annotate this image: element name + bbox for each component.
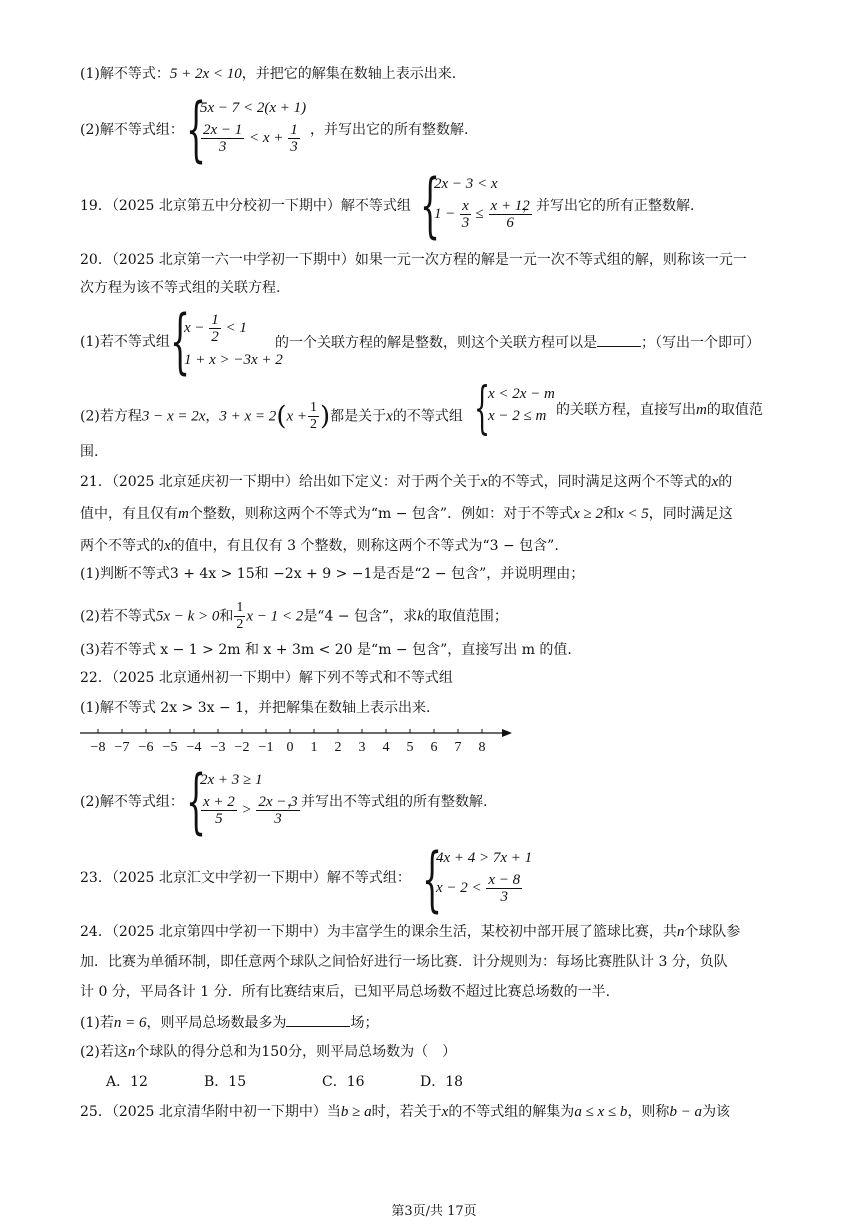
q20-2: (2)若方程3 − x = 2x，3 + x = 2(x + $\frac{1}{2}$ )都是关于x的不等式组 bbox=[80, 400, 463, 432]
q22-part1: (1)解不等式 2x > 3x − 1，并把解集在数轴上表示出来. bbox=[80, 700, 431, 716]
q20-2-eq2: x − 2 ≤ m bbox=[488, 408, 547, 424]
q20-stem-line1: 20．（2025 北京第一六一中学初一下期中）如果一元一次方程的解是一元一次不等式组的解，则称该一元一 bbox=[80, 252, 747, 268]
number-line-label: 2 bbox=[334, 740, 342, 755]
q21-part1: (1)判断不等式3 + 4x > 15和 −2x + 9 > −1是否是“2 − 包含”，并说明理由； bbox=[80, 566, 585, 582]
q18-part1 bbox=[80, 64, 456, 84]
q22-2-instruction: ，并写出不等式组的所有整数解. bbox=[287, 794, 488, 810]
left-brace-icon: { bbox=[170, 300, 191, 382]
q21-part2: (2)若不等式5x − k > 0和 $\frac{1}{2}$ x − 1 < 2是“4 − 包含”，求k的取值范围； bbox=[80, 600, 508, 632]
q19-instruction: ，并写出它的所有正整数解. bbox=[522, 198, 695, 214]
q24-stem-line2: 加．比赛为单循环制，即任意两个球队之间恰好进行一场比赛．计分规则为：每场比赛胜队计 3 分，负队 bbox=[80, 954, 728, 970]
q24-part2: (2)若这n个球队的得分总和为150分，则平局总场数为（ ） bbox=[80, 1044, 457, 1060]
q20-1-system bbox=[170, 300, 283, 382]
q18-1-instruction: ，并把它的解集在数轴上表示出来. bbox=[241, 66, 457, 82]
number-line-label: −1 bbox=[258, 740, 274, 755]
number-line-label: 5 bbox=[406, 740, 414, 755]
arrow-right-icon bbox=[502, 729, 512, 737]
left-brace-icon: { bbox=[186, 88, 207, 170]
option-c[interactable]: C．16 bbox=[322, 1074, 365, 1090]
q20-2-end: 围. bbox=[80, 444, 99, 460]
answer-blank[interactable] bbox=[597, 332, 641, 347]
q18-1-inequality: 5 + 2x < 10 bbox=[169, 66, 242, 82]
q20-1-eq2: 1 + x > −3x + 2 bbox=[184, 352, 283, 368]
q18-2-eq1: 5x − 7 < 2(x + 1) bbox=[200, 100, 307, 116]
left-brace-icon: { bbox=[422, 838, 443, 920]
number-line-label: −3 bbox=[210, 740, 226, 755]
q23-stem: 23．（2025 北京汇文中学初一下期中）解不等式组： bbox=[80, 870, 411, 886]
q18-1-label: (1)解不等式： bbox=[80, 66, 170, 82]
q20-stem-line2: 次方程为该不等式组的关联方程. bbox=[80, 280, 281, 296]
q20-2-system bbox=[474, 376, 555, 441]
q18-2-instruction: ，并写出它的所有整数解. bbox=[310, 122, 469, 138]
q20-2-tail: 的关联方程，直接写出m的取值范 bbox=[556, 402, 763, 418]
number-line-label: 1 bbox=[310, 740, 318, 755]
q18-2-eq2: $\frac{2x - 1}{3}$ < x + $\frac{1}{3}$ bbox=[203, 122, 298, 155]
number-line-label: 4 bbox=[382, 740, 390, 755]
option-b[interactable]: B．15 bbox=[204, 1074, 247, 1090]
q23-system bbox=[422, 838, 542, 920]
left-brace-icon: { bbox=[420, 164, 441, 246]
q20-1-eq1: x − $\frac{1}{2}$ < 1 bbox=[184, 312, 247, 345]
q22-2-eq1: 2x + 3 ≥ 1 bbox=[200, 772, 263, 788]
q20-2-eq1: x < 2x − m bbox=[488, 386, 555, 402]
number-line-label: −2 bbox=[234, 740, 250, 755]
number-line-label: 8 bbox=[478, 740, 486, 755]
q24-part1: (1)若n = 6，则平局总场数最多为 场； bbox=[80, 1012, 378, 1033]
number-line-label: 3 bbox=[358, 740, 366, 755]
left-brace-icon: { bbox=[474, 376, 491, 441]
q21-part3: (3)若不等式 x − 1 > 2m 和 x + 3m < 20 是“m − 包含”，直接写出 m 的值. bbox=[80, 642, 572, 658]
q22-2-label: (2)解不等式组： bbox=[80, 794, 184, 810]
q25-stem: 25．（2025 北京清华附中初一下期中）当b ≥ a时，若关于x的不等式组的解集为a ≤ x ≤ b，则称b − a为该 bbox=[80, 1104, 731, 1120]
option-a[interactable]: A．12 bbox=[106, 1074, 148, 1090]
q18-2-label: (2)解不等式组： bbox=[80, 122, 184, 138]
number-line-label: −5 bbox=[162, 740, 178, 755]
number-line-label: 0 bbox=[286, 740, 294, 755]
q18-2-system bbox=[186, 88, 316, 170]
q19-eq2: 1 − $\frac{x}{3}$ ≤ $\frac{x + 12}{6}$ bbox=[434, 198, 530, 231]
q21-stem-line3: 两个不等式的x的值中，有且仅有 3 个整数，则称这两个不等式为“3 − 包含”. bbox=[80, 538, 559, 554]
q21-stem-line1: 21．（2025 北京延庆初一下期中）给出如下定义：对于两个关于x的不等式，同时满足这两个不等式的x的 bbox=[80, 474, 733, 490]
q23-eq2: x − 2 < $\frac{x - 8}{3}$ bbox=[436, 872, 521, 905]
q18-part2 bbox=[80, 120, 184, 140]
q20-1-text: 的一个关联方程的解是整数，则这个关联方程可以是 ；（写出一个即可） bbox=[275, 332, 760, 353]
q21-stem-line2: 值中，有且仅有m个整数，则称这两个不等式为“m − 包含”．例如：对于不等式x ≥ 2和x < 5，同时满足这 bbox=[80, 506, 733, 522]
q24-stem-line3: 计 0 分，平局各计 1 分．所有比赛结束后，已知平局总场数不超过比赛总场数的一半. bbox=[80, 984, 611, 1000]
number-line-label: −7 bbox=[114, 740, 130, 755]
option-d[interactable]: D．18 bbox=[420, 1074, 464, 1090]
left-brace-icon: { bbox=[186, 760, 207, 842]
q22-2-eq2: $\frac{x + 2}{5}$ > $\frac{2x - 3}{3}$ bbox=[203, 794, 298, 827]
q19-eq1: 2x − 3 < x bbox=[434, 176, 498, 192]
number-line bbox=[80, 725, 520, 755]
q23-eq1: 4x + 4 > 7x + 1 bbox=[436, 850, 533, 866]
q24-stem-line1: 24．（2025 北京第四中学初一下期中）为丰富学生的课余生活，某校初中部开展了篮球比赛，共n个球队参 bbox=[80, 924, 741, 940]
number-line-label: −8 bbox=[90, 740, 106, 755]
q22-stem: 22．（2025 北京通州初一下期中）解下列不等式和不等式组 bbox=[80, 670, 453, 686]
page-footer: 第3页/共 17页 bbox=[391, 1204, 477, 1219]
number-line-label: 7 bbox=[454, 740, 462, 755]
q20-1-label: (1)若不等式组 bbox=[80, 334, 170, 350]
number-line-label: −4 bbox=[186, 740, 202, 755]
answer-blank[interactable] bbox=[286, 1012, 350, 1027]
q19-stem: 19．（2025 北京第五中分校初一下期中）解不等式组 bbox=[80, 198, 411, 214]
number-line-label: −6 bbox=[138, 740, 154, 755]
number-line-label: 6 bbox=[430, 740, 438, 755]
